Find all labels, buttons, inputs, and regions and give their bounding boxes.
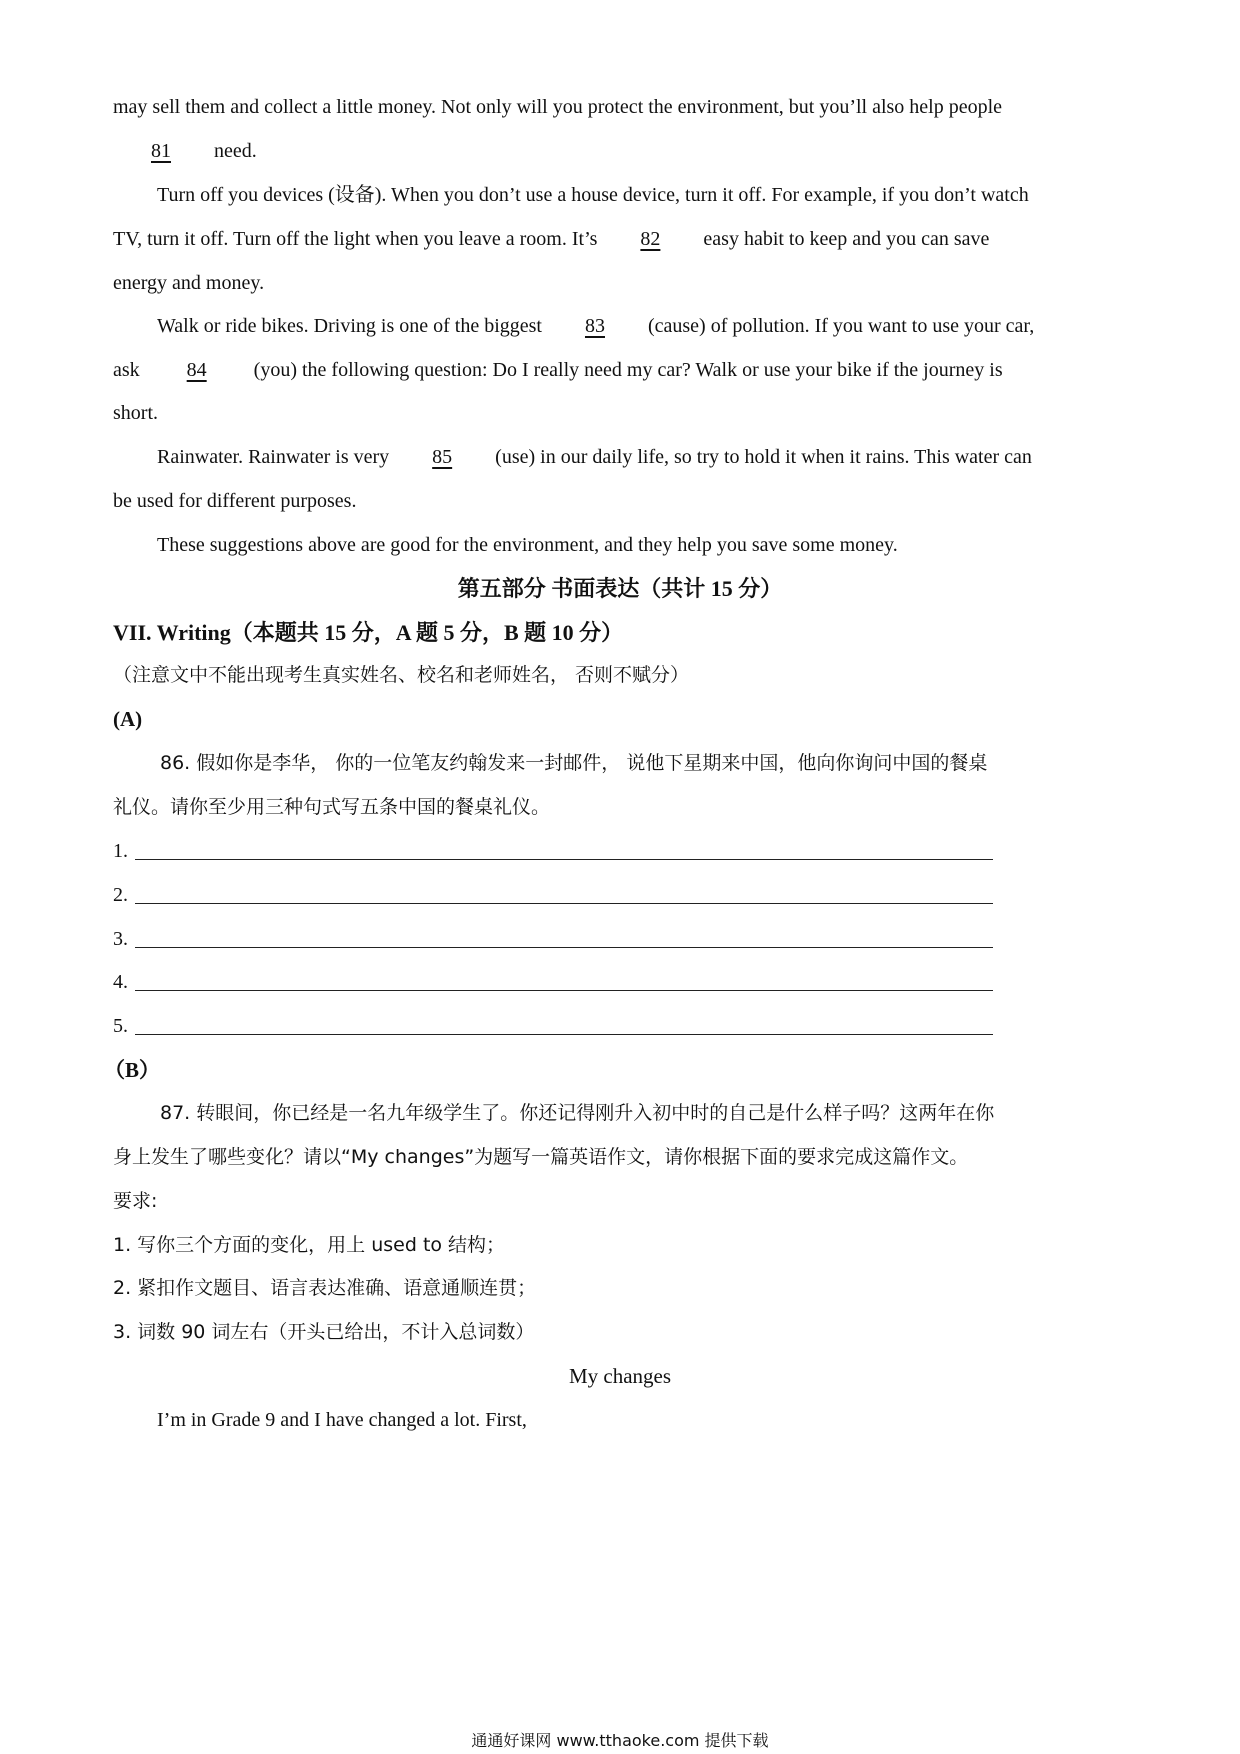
passage-text: Rainwater. Rainwater is very [157, 446, 395, 468]
requirement-3: 3. 词数 90 词左右（开头已给出，不计入总词数） [113, 1321, 535, 1343]
answer-line-3[interactable] [113, 924, 993, 954]
page-footer: 通通好课网 www.tthaoke.com 提供下载 [471, 1731, 769, 1750]
task-a-prompt: 礼仪。请你至少用三种句式写五条中国的餐桌礼仪。 [113, 796, 551, 818]
passage-line: be used for different purposes. [113, 490, 357, 512]
answer-line-2[interactable] [113, 880, 993, 910]
task-b-prompt: 87. 转眼间，你已经是一名九年级学生了。你还记得刚升入初中时的自己是什么样子吗？这两年在你 [160, 1102, 995, 1124]
passage-text: ask [113, 359, 145, 381]
passage-text: (you) the following question: Do I really need my car? Walk or use your bike if the journey is [248, 359, 1003, 381]
blank-85: 85 [432, 446, 453, 468]
writing-rule [135, 903, 993, 904]
passage-line: These suggestions above are good for the environment, and they help you save some money. [157, 534, 898, 556]
passage-text: (use) in our daily life, so try to hold it when it rains. This water can [490, 446, 1032, 468]
task-b-prompt: 身上发生了哪些变化？请以“My changes”为题写一篇英语作文，请你根据下面的要求完成这篇作文。 [113, 1146, 969, 1168]
blank-81: 81 [151, 140, 171, 162]
passage-line: may sell them and collect a little money. Not only will you protect the environment, but you’ll also help people [113, 96, 1003, 118]
passage-text: Walk or ride bikes. Driving is one of the biggest [157, 315, 547, 337]
task-a-prompt: 86. 假如你是李华， 你的一位笔友约翰发来一封邮件， 说他下星期来中国，他向你询问中国的餐桌 [160, 752, 988, 774]
requirements-title: 要求: [113, 1190, 158, 1212]
answer-line-4[interactable] [113, 967, 993, 997]
line-number: 1. [113, 840, 128, 862]
writing-rule [135, 1034, 993, 1035]
task-b-label: （B） [104, 1058, 161, 1082]
passage-line [113, 136, 257, 166]
passage-line: short. [113, 402, 158, 424]
line-number: 2. [113, 884, 128, 906]
task-a-label: (A) [113, 707, 143, 731]
blank-82: 82 [640, 228, 661, 250]
essay-opening: I’m in Grade 9 and I have changed a lot. First, [157, 1409, 527, 1431]
writing-rule [135, 947, 993, 948]
line-number: 5. [113, 1015, 128, 1037]
line-number: 4. [113, 971, 128, 993]
passage-line [113, 224, 989, 254]
passage-text: easy habit to keep and you can save [698, 228, 990, 250]
passage-line: energy and money. [113, 272, 265, 294]
requirement-2: 2. 紧扣作文题目、语言表达准确、语意通顺连贯； [113, 1277, 537, 1299]
blank-83: 83 [584, 315, 605, 337]
writing-rule [135, 859, 993, 860]
passage-text: TV, turn it off. Turn off the light when you leave a room. It’s [113, 228, 603, 250]
passage-text: need. [209, 140, 257, 162]
line-number: 3. [113, 928, 128, 950]
passage-line [157, 442, 1032, 472]
answer-line-1[interactable] [113, 836, 993, 866]
passage-line [157, 311, 1034, 341]
requirement-1: 1. 写你三个方面的变化，用上 used to 结构； [113, 1234, 506, 1256]
answer-line-5[interactable] [113, 1011, 993, 1041]
blank-84: 84 [186, 359, 207, 381]
essay-title: My changes [568, 1364, 672, 1388]
writing-rule [135, 990, 993, 991]
passage-text: (cause) of pollution. If you want to use your car, [642, 315, 1035, 337]
passage-line [113, 355, 1003, 385]
exam-note: （注意文中不能出现考生真实姓名、校名和老师姓名， 否则不赋分） [113, 664, 690, 686]
writing-title: VII. Writing（本题共 15 分，A 题 5 分，B 题 10 分） [113, 620, 624, 645]
passage-line: Turn off you devices (设备). When you don’t use a house device, turn it off. For example, if you don’t watch [157, 184, 1029, 206]
part-title: 第五部分 书面表达（共计 15 分） [457, 576, 783, 601]
